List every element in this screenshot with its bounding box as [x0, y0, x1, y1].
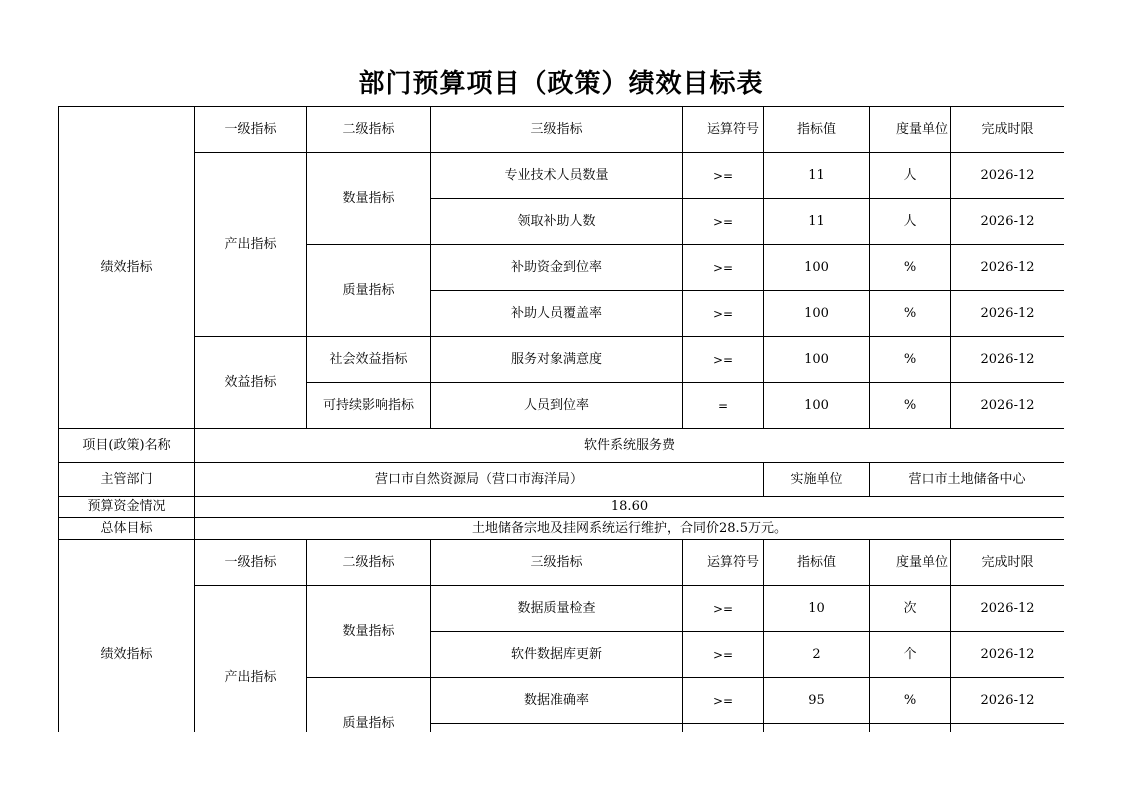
header-operator: 运算符号 [683, 540, 764, 586]
page-title: 部门预算项目（政策）绩效目标表 [358, 69, 764, 99]
goal-value: 土地储备宗地及挂网系统运行维护，合同价28.5万元。 [195, 518, 1065, 540]
deadline-cell: 2026-12 [951, 632, 1065, 678]
header-level2: 二级指标 [307, 540, 431, 586]
header-value: 指标值 [764, 107, 870, 153]
level2-cell: 质量指标 [307, 678, 431, 733]
indicator-name [431, 724, 683, 733]
header-value: 指标值 [764, 540, 870, 586]
value-cell: 100 [764, 245, 870, 291]
operator-cell: >= [683, 678, 764, 724]
indicator-name: 专业技术人员数量 [431, 153, 683, 199]
table-viewport [58, 106, 1064, 732]
level2-cell: 可持续影响指标 [307, 383, 431, 429]
operator-cell: >= [683, 245, 764, 291]
budget-row [59, 497, 1065, 518]
project-name-value: 软件系统服务费 [195, 429, 1065, 463]
indicator-name: 补助资金到位率 [431, 245, 683, 291]
indicator-name: 人员到位率 [431, 383, 683, 429]
deadline-cell: 2026-12 [951, 337, 1065, 383]
unit-cell: % [870, 337, 951, 383]
value-cell: 100 [764, 383, 870, 429]
performance-table [58, 106, 1064, 732]
level2-cell: 社会效益指标 [307, 337, 431, 383]
operator-cell: = [683, 383, 764, 429]
value-cell: 100 [764, 291, 870, 337]
table-row [59, 337, 1065, 383]
header-level3: 三级指标 [431, 540, 683, 586]
budget-label: 预算资金情况 [59, 497, 195, 518]
indicator-name: 软件数据库更新 [431, 632, 683, 678]
level1-cell: 效益指标 [195, 337, 307, 429]
implementing-unit-label: 实施单位 [764, 463, 870, 497]
operator-cell: >= [683, 632, 764, 678]
unit-cell: % [870, 291, 951, 337]
level2-cell: 质量指标 [307, 245, 431, 337]
header-level2: 二级指标 [307, 107, 431, 153]
level2-cell: 数量指标 [307, 586, 431, 678]
level1-cell: 产出指标 [195, 153, 307, 337]
deadline-cell: 2026-12 [951, 291, 1065, 337]
value-cell [764, 724, 870, 733]
value-cell: 11 [764, 199, 870, 245]
table-row [59, 586, 1065, 632]
header-unit: 度量单位 [870, 107, 951, 153]
unit-cell: % [870, 383, 951, 429]
value-cell: 95 [764, 678, 870, 724]
unit-cell: % [870, 678, 951, 724]
header-level1: 一级指标 [195, 540, 307, 586]
unit-cell: 个 [870, 632, 951, 678]
operator-cell: >= [683, 199, 764, 245]
header-row [59, 107, 1065, 153]
department-value: 营口市自然资源局（营口市海洋局） [195, 463, 764, 497]
unit-cell: % [870, 245, 951, 291]
goal-row [59, 518, 1065, 540]
operator-cell: >= [683, 337, 764, 383]
deadline-cell: 2026-12 [951, 199, 1065, 245]
operator-cell [683, 724, 764, 733]
value-cell: 2 [764, 632, 870, 678]
deadline-cell [951, 724, 1065, 733]
value-cell: 11 [764, 153, 870, 199]
deadline-cell: 2026-12 [951, 383, 1065, 429]
level2-cell: 数量指标 [307, 153, 431, 245]
value-cell: 10 [764, 586, 870, 632]
budget-value: 18.60 [195, 497, 1065, 518]
deadline-cell: 2026-12 [951, 586, 1065, 632]
unit-cell [870, 724, 951, 733]
unit-cell: 人 [870, 153, 951, 199]
header-level3: 三级指标 [431, 107, 683, 153]
value-cell: 100 [764, 337, 870, 383]
department-label: 主管部门 [59, 463, 195, 497]
implementing-unit-value: 营口市土地储备中心 [870, 463, 1065, 497]
goal-label: 总体目标 [59, 518, 195, 540]
header-operator: 运算符号 [683, 107, 764, 153]
deadline-cell: 2026-12 [951, 153, 1065, 199]
header-unit: 度量单位 [870, 540, 951, 586]
header-row [59, 540, 1065, 586]
section-label: 绩效指标 [59, 107, 195, 429]
deadline-cell: 2026-12 [951, 678, 1065, 724]
unit-cell: 人 [870, 199, 951, 245]
unit-cell: 次 [870, 586, 951, 632]
indicator-name: 服务对象满意度 [431, 337, 683, 383]
project-name-row [59, 429, 1065, 463]
level1-cell: 产出指标 [195, 586, 307, 733]
operator-cell: >= [683, 586, 764, 632]
header-level1: 一级指标 [195, 107, 307, 153]
indicator-name: 数据准确率 [431, 678, 683, 724]
indicator-name: 领取补助人数 [431, 199, 683, 245]
header-deadline: 完成时限 [951, 540, 1065, 586]
deadline-cell: 2026-12 [951, 245, 1065, 291]
header-deadline: 完成时限 [951, 107, 1065, 153]
section-label: 绩效指标 [59, 540, 195, 733]
indicator-name: 补助人员覆盖率 [431, 291, 683, 337]
project-name-label: 项目(政策)名称 [59, 429, 195, 463]
department-row [59, 463, 1065, 497]
operator-cell: >= [683, 291, 764, 337]
operator-cell: >= [683, 153, 764, 199]
table-row [59, 153, 1065, 199]
indicator-name: 数据质量检查 [431, 586, 683, 632]
